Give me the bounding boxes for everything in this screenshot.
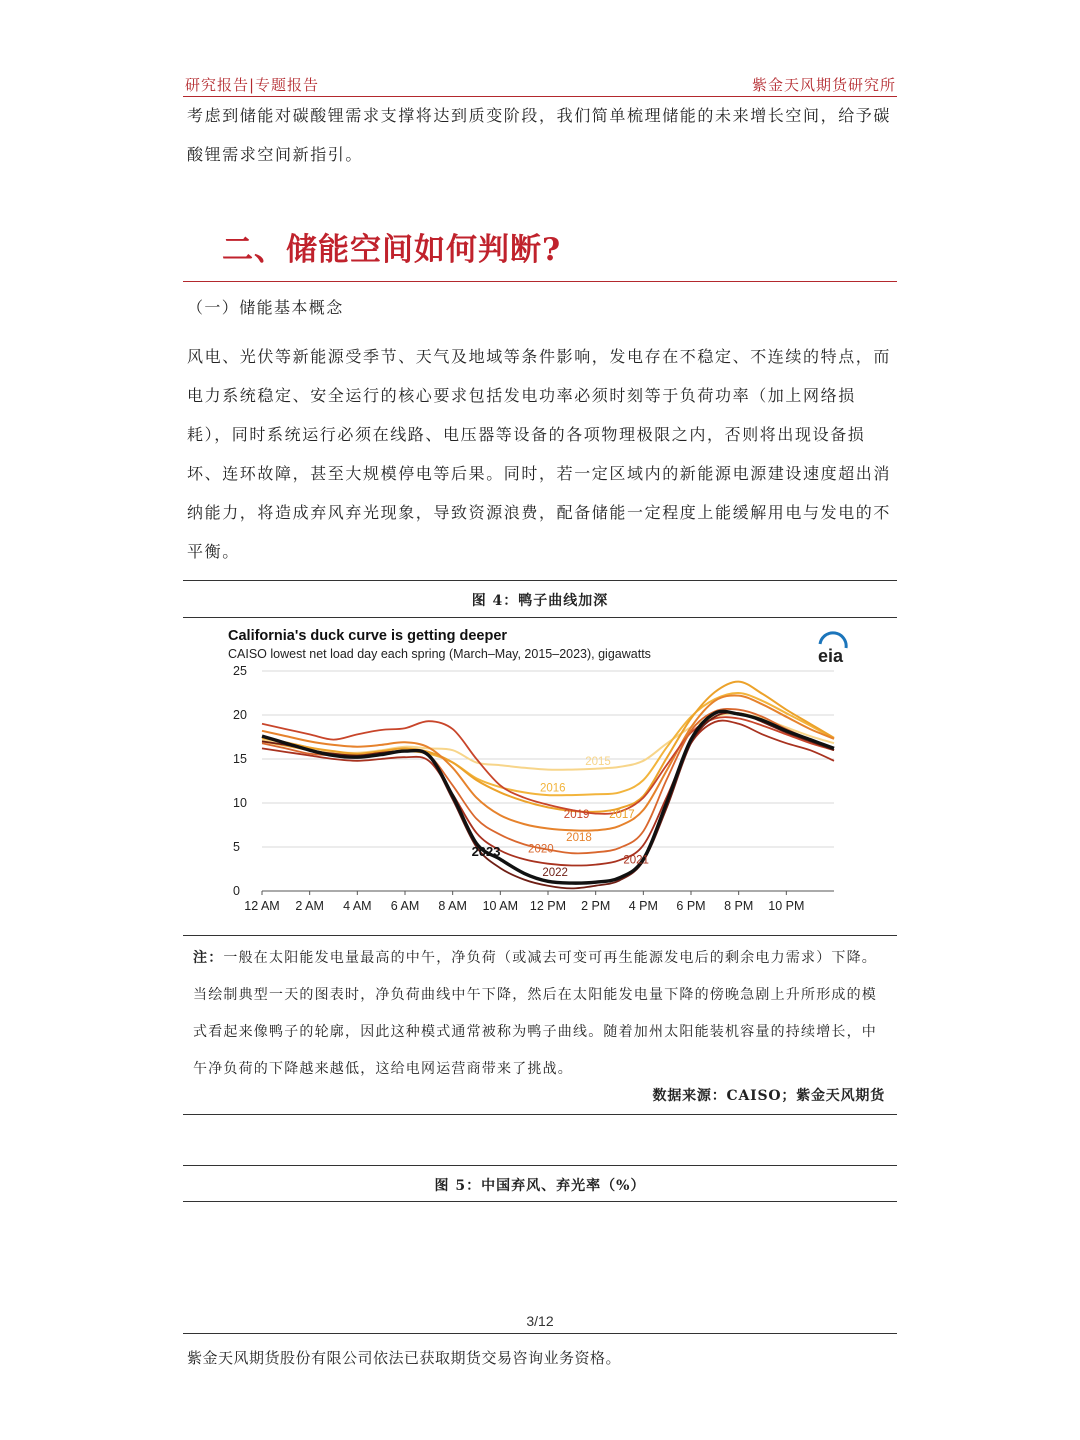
subsection-title: （一）储能基本概念 [187, 298, 344, 317]
x-tick-label: 4 PM [628, 899, 658, 913]
series-line-2019 [262, 717, 834, 814]
footer-text: 紫金天风期货股份有限公司依法已获取期货交易咨询业务资格。 [187, 1349, 622, 1367]
series-label-2022: 2022 [542, 867, 568, 880]
chart-title: California's duck curve is getting deeper [228, 628, 508, 644]
series-label-2015: 2015 [585, 756, 611, 769]
x-tick-label: 8 PM [724, 899, 754, 913]
figure5-caption: 图 5：中国弃风、弃光率（%） [434, 1178, 646, 1194]
x-tick-label: 2 PM [581, 899, 611, 913]
figure4-note [193, 940, 885, 1088]
series-labels [472, 756, 649, 879]
figure4-caption-rule [183, 617, 897, 618]
section-divider [183, 281, 897, 282]
figure4-top-rule [183, 580, 897, 581]
figure5-caption-rule [183, 1201, 897, 1202]
chart-subtitle: CAISO lowest net load day each spring (March–May, 2015–2023), gigawatts [228, 647, 651, 661]
note-label: 注： [193, 950, 224, 966]
eia-logo [818, 633, 846, 666]
x-tick-label: 12 PM [529, 899, 567, 913]
series-label-2018: 2018 [566, 831, 592, 844]
series-label-2019: 2019 [563, 808, 590, 821]
section-title: 二、储能空间如何判断? [222, 232, 562, 268]
header-left: 研究报告|专题报告 [185, 76, 320, 94]
x-tick-label: 8 AM [438, 899, 467, 913]
header-right: 紫金天风期货研究所 [751, 76, 896, 94]
y-tick-label: 5 [233, 840, 240, 854]
series-label-2021: 2021 [623, 854, 649, 867]
series-label-2017: 2017 [609, 808, 635, 821]
y-tick-label: 25 [233, 664, 247, 678]
figure4-bottom-rule [183, 1114, 897, 1115]
y-axis-ticks [233, 664, 247, 898]
y-tick-label: 15 [233, 752, 247, 766]
x-tick-label: 6 AM [390, 899, 420, 913]
grid-lines [262, 671, 834, 891]
y-tick-label: 0 [233, 884, 240, 898]
figure4-source: 数据来源：CAISO；紫金天风期货 [652, 1088, 885, 1104]
y-tick-label: 20 [233, 708, 247, 722]
x-tick-label: 4 AM [343, 899, 372, 913]
x-tick-label: 12 AM [244, 899, 280, 913]
x-tick-label: 10 AM [482, 899, 519, 913]
x-axis-ticks [244, 891, 804, 913]
series-label-2020: 2020 [528, 843, 554, 856]
eia-logo-text: eia [818, 646, 844, 666]
series-line-2020 [262, 709, 834, 856]
figure5-top-rule [183, 1165, 897, 1166]
x-tick-label: 10 PM [768, 899, 805, 913]
intro-paragraph: 考虑到储能对碳酸锂需求支撑将达到质变阶段，我们简单梳理储能的未来增长空间，给予碳酸锂需求空间新指引。 [187, 106, 892, 164]
x-tick-label: 6 PM [676, 899, 706, 913]
duck-curve-chart [228, 624, 860, 924]
page-number: 3/12 [526, 1313, 554, 1329]
series-label-2016: 2016 [539, 782, 566, 795]
duck-curve-svg [228, 624, 860, 924]
y-tick-label: 10 [233, 796, 247, 810]
footer-divider [183, 1333, 897, 1334]
series-label-2023: 2023 [471, 843, 501, 859]
note-text: 一般在太阳能发电量最高的中午，净负荷（或减去可变可再生能源发电后的剩余电力需求）下降。当绘制典型一天的图表时，净负荷曲线中午下降，然后在太阳能发电量下降的傍晚急剧上升所形成的模式看起来像鸭子的轮廓，因此这种模式通常被称为鸭子曲线。随着加州太阳能装机容量的持续增长，中午净负荷的下降越来越低，这给电网运营商带来了挑战。 [193, 950, 878, 1077]
figure4-caption: 图 4：鸭子曲线加深 [471, 593, 609, 609]
series-line-2016 [262, 693, 834, 795]
note-top-rule [183, 935, 897, 936]
x-tick-label: 2 AM [295, 899, 324, 913]
series-line-2022 [262, 713, 834, 889]
body-paragraph: 风电、光伏等新能源受季节、天气及地域等条件影响，发电存在不稳定、不连续的特点，而电力系统稳定、安全运行的核心要求包括发电功率必须时刻等于负荷功率（加上网络损耗），同时系统运行必须在线路、电压器等设备的各项物理极限之内，否则将出现设备损坏、连环故障，甚至大规模停电等后果。同时，若一定区域内的新能源电源建设速度超出消纳能力，将造成弃风弃光现象，导致资源浪费，配备储能一定程度上能缓解用电与发电的不平衡。 [187, 347, 892, 561]
